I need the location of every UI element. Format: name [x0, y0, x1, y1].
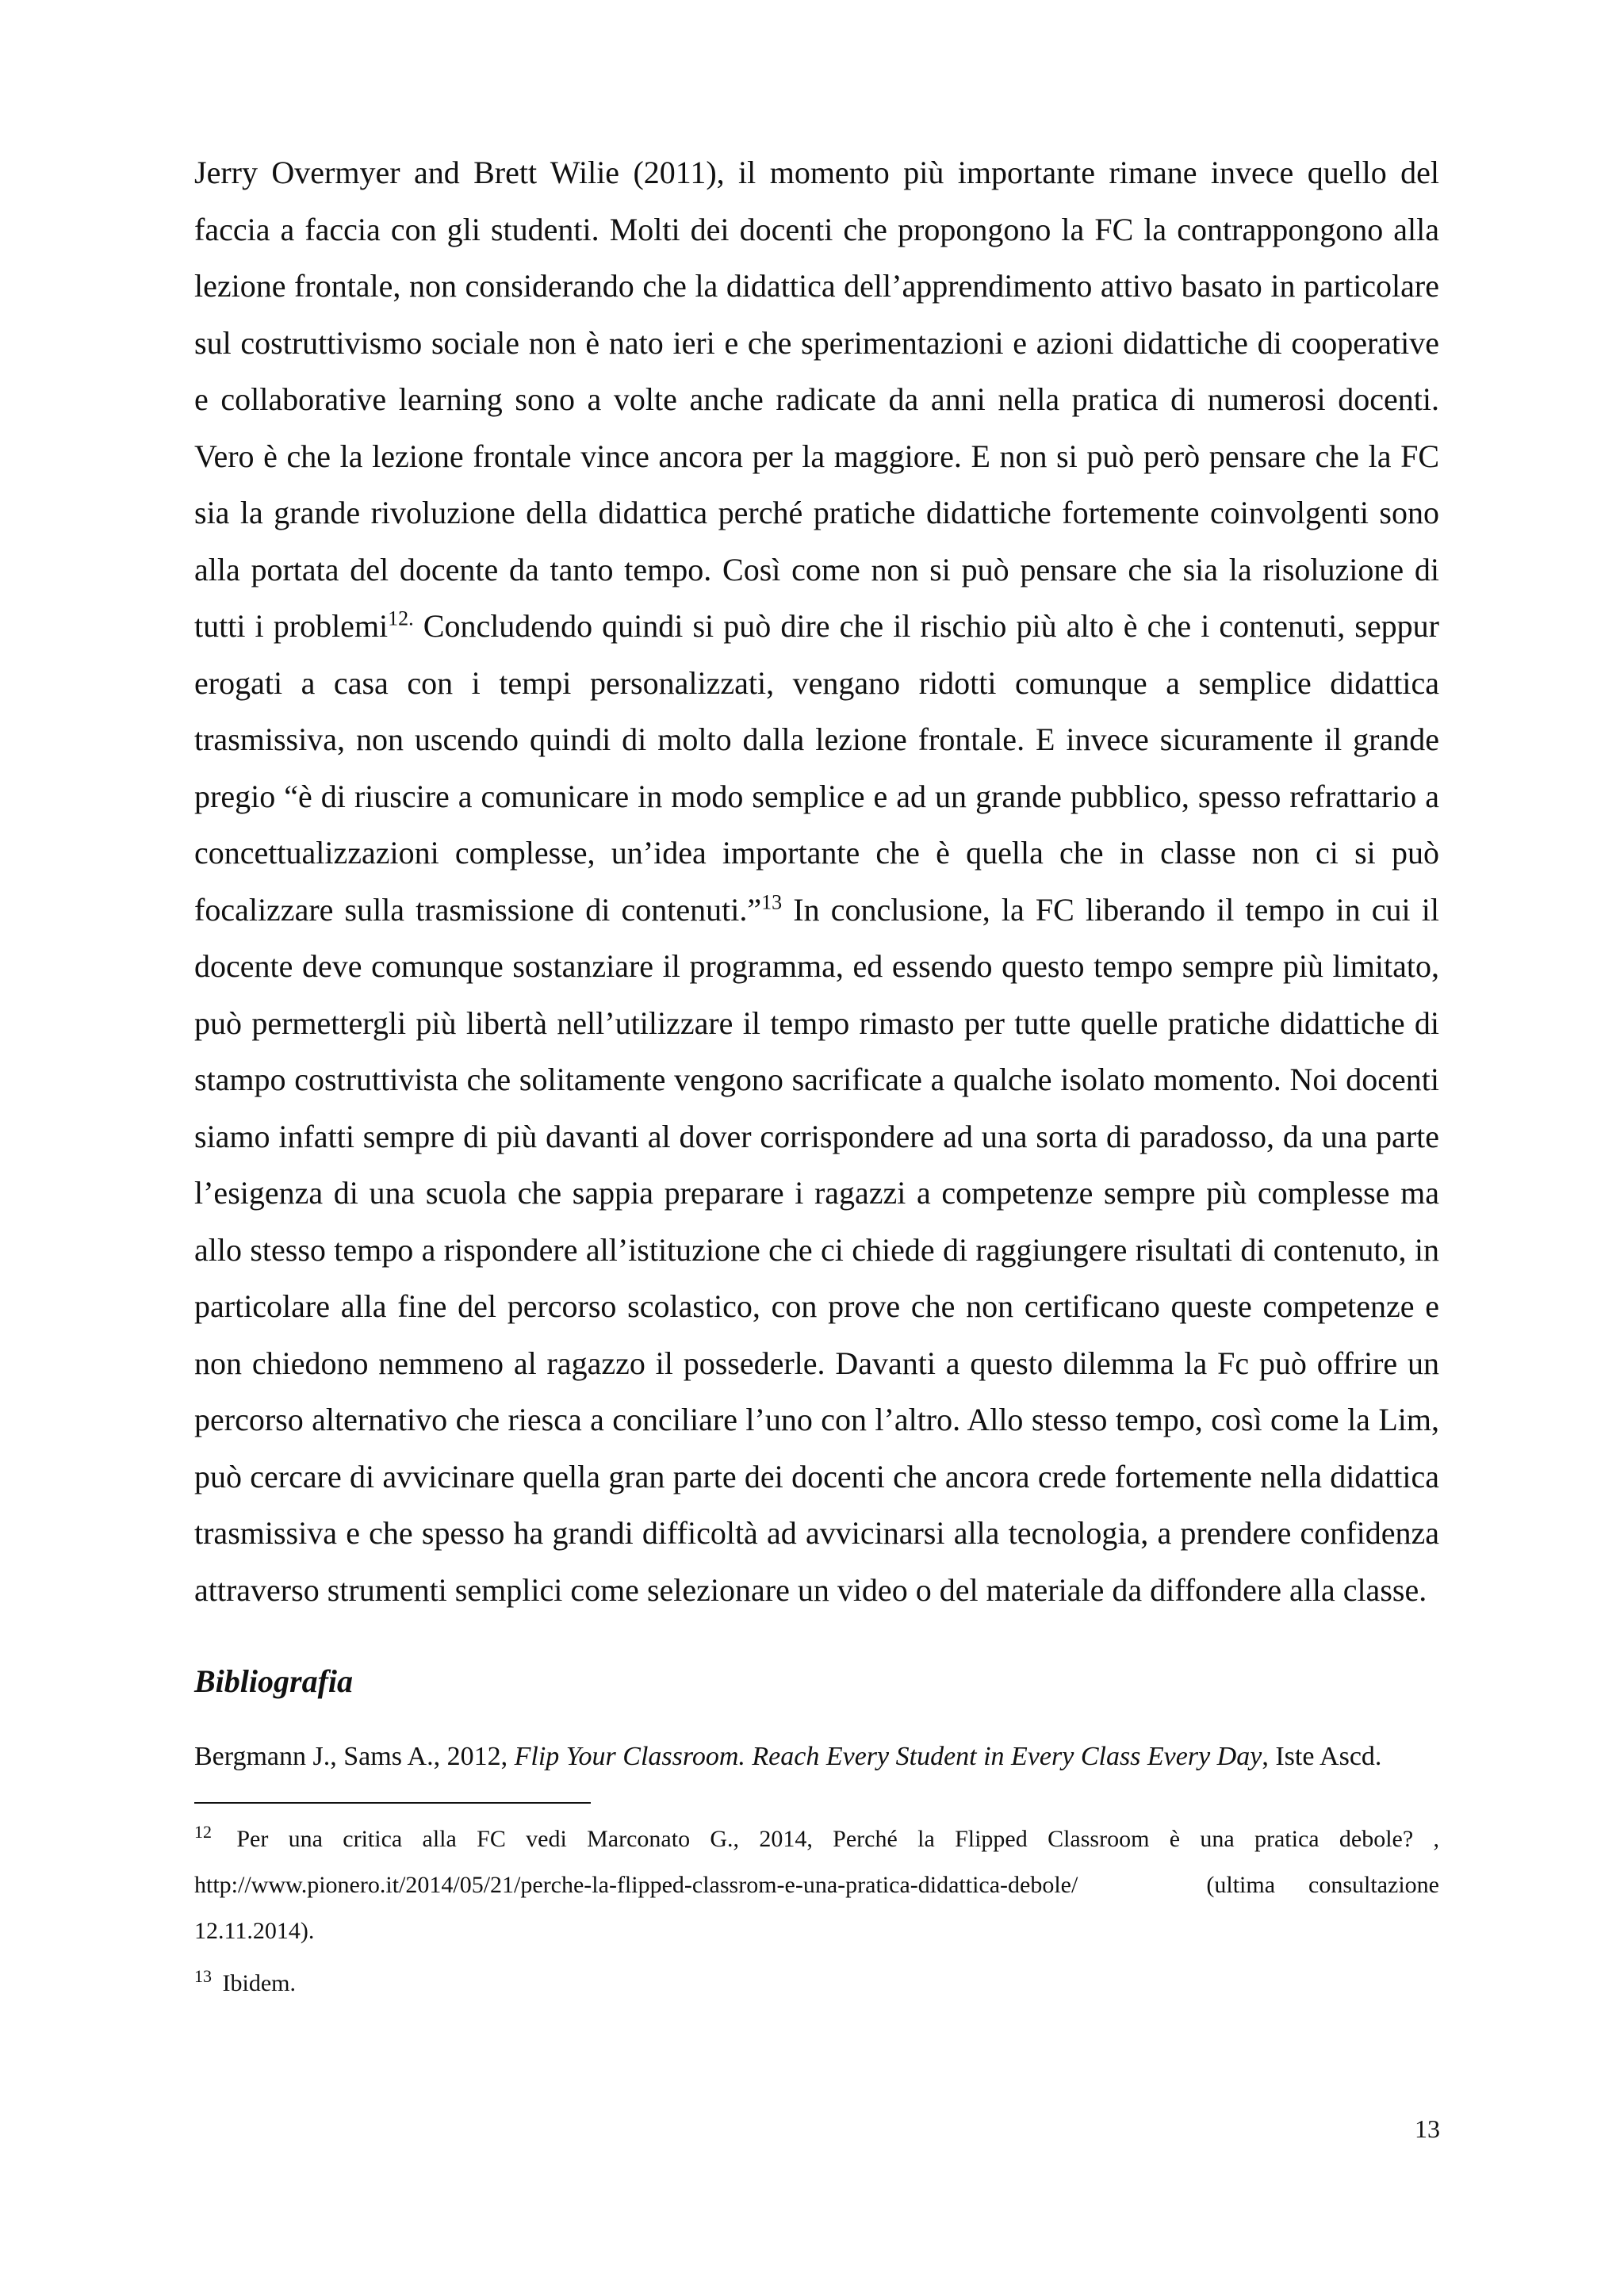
footnotes	[194, 1816, 1439, 2007]
body-text-part-2: Concludendo quindi si può dire che il rischio più alto è che i contenuti, seppur erogati a casa con i tempi personalizzati, vengano ridotti comunque a semplice didattica trasmissiva, non uscendo quindi di molto dalla lezione frontale. E invece sicuramente il grande pregio “è di riuscire a comunicare in modo semplice e ad un grande pubblico, spesso refrattario a concettualizzazioni complesse, un’idea importante che è quella che in classe non ci si può focalizzare sulla trasmissione di contenuti.”	[194, 608, 1440, 928]
footnote-number-13: 13	[194, 1966, 212, 1986]
body-paragraph	[194, 144, 1439, 1618]
body-text-part-3: In conclusione, la FC liberando il tempo in cui il docente deve comunque sostanziare il programma, ed essendo questo tempo sempre più limitato, può permettergli più libertà nell’utilizzare il tempo rimasto per tutte quelle pratiche didattiche di stampo costruttivista che solitamente vengono sacrificate a qualche isolato momento. Noi docenti siamo infatti sempre di più davanti al dover corrispondere ad una sorta di paradosso, da una parte l’esigenza di una scuola che sappia preparare i ragazzi a competenze sempre più complesse ma allo stesso tempo a rispondere all’istituzione che ci chiede di raggiungere risultati di contenuto, in particolare alla fine del percorso scolastico, con prove che non certificano queste competenze e non chiedono nemmeno al ragazzo il possederle. Davanti a questo dilemma la Fc può offrire un percorso alternativo che riesca a conciliare l’uno con l’altro. Allo stesso tempo, così come la Lim, può cercare di avvicinare quella gran parte dei docenti che ancora crede fortemente nella didattica trasmissiva e che spesso ha grandi difficoltà ad avvicinarsi alla tecnologia, a prendere confidenza attraverso strumenti semplici come selezionare un video o del materiale da diffondere alla classe.	[194, 891, 1439, 1608]
footnote-number-12: 12	[194, 1822, 212, 1842]
bibliography-entry	[194, 1737, 1439, 1777]
footnote-12-tail: (ultima consultazione 12.11.2014).	[194, 1872, 1440, 1944]
body-text-part-1: Jerry Overmyer and Brett Wilie (2011), il momento più importante rimane invece quello del faccia a faccia con gli studenti. Molti dei docenti che propongono la FC la contrappongono alla lezione frontale, non considerando che la didattica dell’apprendimento attivo basato in particolare sul costruttivismo sociale non è nato ieri e che sperimentazioni e azioni didattiche di cooperative e collaborative learning sono a volte anche radicate da anni nella pratica di numerosi docenti. Vero è che la lezione frontale vince ancora per la maggiore. E non si può però pensare che la FC sia la grande rivoluzione della didattica perché pratiche didattiche fortemente coinvolgenti sono alla portata del docente da tanto tempo. Così come non si può pensare che sia la risoluzione di tutti i problemi	[194, 155, 1439, 644]
bibliography-authors: Bergmann J., Sams A., 2012,	[194, 1742, 515, 1771]
page-number: 13	[1415, 2114, 1440, 2143]
footnote-separator	[194, 1802, 591, 1804]
footnote-ref-12: 12.	[388, 607, 414, 630]
footnote-ref-13: 13	[761, 890, 783, 914]
footnote-12-url[interactable]: http://www.pionero.it/2014/05/21/perche-la-flipped-classrom-e-una-pratica-didattica-debole/	[194, 1872, 1078, 1898]
footnote-13-text: Ibidem.	[222, 1970, 296, 1996]
bibliography-book-title: Flip Your Classroom. Reach Every Student in Every Class Every Day	[514, 1742, 1262, 1771]
bibliography-publisher: , Iste Ascd.	[1262, 1742, 1382, 1771]
footnote-12	[194, 1816, 1439, 1954]
footnote-13	[194, 1961, 1439, 2007]
footnote-12-text: Per una critica alla FC vedi Marconato G., 2014, Perché la Flipped Classroom è una pratica debole? ,	[236, 1826, 1439, 1852]
bibliography-heading: Bibliografia	[194, 1663, 354, 1699]
document-page	[194, 144, 1439, 2007]
